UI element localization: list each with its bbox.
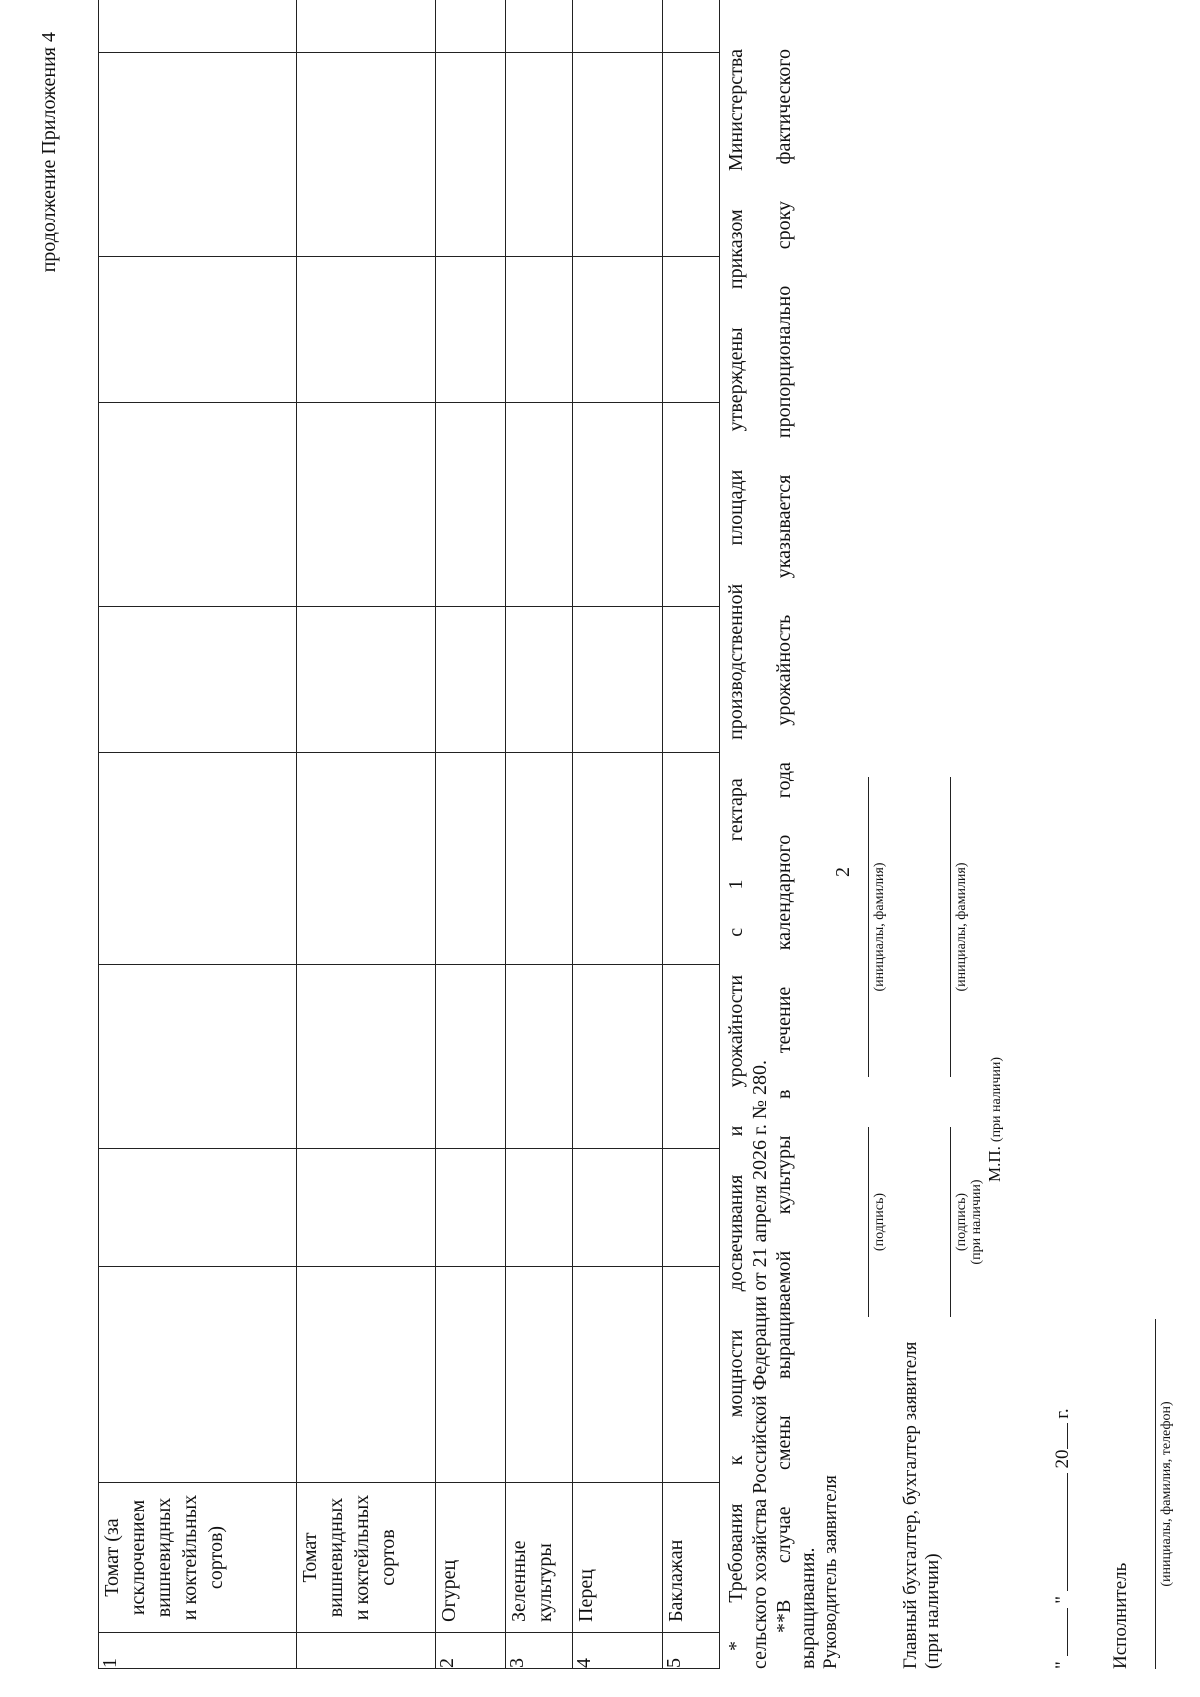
- empty-data-cell[interactable]: [662, 753, 719, 965]
- empty-data-cell[interactable]: [435, 607, 505, 753]
- empty-data-cell[interactable]: [99, 1149, 297, 1267]
- head-initials-line: [868, 777, 869, 1077]
- empty-data-cell[interactable]: [99, 403, 297, 607]
- chief-accountant-label-line-1: Главный бухгалтер, бухгалтер заявителя: [900, 1341, 921, 1669]
- executor-label: Исполнитель: [1110, 1562, 1131, 1669]
- date-quote-close: ": [1052, 1595, 1073, 1604]
- crop-name-line: Перец: [575, 1569, 598, 1622]
- empty-data-cell[interactable]: [662, 257, 719, 403]
- empty-data-cell[interactable]: [573, 1149, 662, 1267]
- date-month-blank: [1053, 1473, 1068, 1591]
- empty-data-cell[interactable]: [505, 753, 573, 965]
- stamp-area: [985, 1057, 1005, 1182]
- table-row: [662, 0, 719, 1669]
- row-number: 4: [573, 1633, 662, 1669]
- empty-data-cell[interactable]: [99, 53, 297, 257]
- date-year-blank: [1053, 1423, 1068, 1449]
- table-row: [505, 0, 573, 1669]
- empty-data-cell[interactable]: [662, 1267, 719, 1483]
- empty-data-cell[interactable]: [662, 0, 719, 53]
- footnote-2-line-2: выращивания.: [797, 1547, 819, 1669]
- empty-data-cell[interactable]: [296, 753, 435, 965]
- crop-name-cell: [573, 1483, 662, 1633]
- empty-data-cell[interactable]: [573, 965, 662, 1149]
- chief-accountant-label: [900, 1342, 944, 1669]
- footnote-1-line-2: сельского хозяйства Российской Федерации от 21 апреля 2026 г. № 280.: [749, 1060, 771, 1669]
- stamp-note: (при наличии): [989, 1056, 1004, 1143]
- head-signature-caption: (подпись): [872, 1192, 887, 1252]
- executor-caption: (инициалы, фамилия, телефон): [1159, 1401, 1174, 1587]
- crop-name-line: сортов: [376, 1529, 399, 1586]
- crop-name-cell: [296, 1483, 435, 1633]
- empty-data-cell[interactable]: [435, 753, 505, 965]
- crop-name-line: Баклажан: [664, 1539, 687, 1622]
- table-row: [573, 0, 662, 1669]
- empty-data-cell[interactable]: [573, 53, 662, 257]
- crop-name-line: и коктейльных: [350, 1494, 373, 1621]
- executor-line: [1155, 1319, 1156, 1669]
- empty-data-cell[interactable]: [573, 607, 662, 753]
- footnotes: [724, 49, 820, 1669]
- empty-data-cell[interactable]: [573, 753, 662, 965]
- empty-data-cell[interactable]: [296, 607, 435, 753]
- date-year-suffix: г.: [1052, 1408, 1073, 1419]
- row-number: 2: [435, 1633, 505, 1669]
- accountant-initials-line: [950, 777, 951, 1077]
- row-number: [296, 1633, 435, 1669]
- row-number: 5: [662, 1633, 719, 1669]
- crop-name-line: Томат: [298, 1532, 321, 1583]
- page-number: 2: [832, 867, 854, 877]
- empty-data-cell[interactable]: [296, 1149, 435, 1267]
- empty-data-cell[interactable]: [505, 1267, 573, 1483]
- empty-data-cell[interactable]: [573, 403, 662, 607]
- table-row: [435, 0, 505, 1669]
- empty-data-cell[interactable]: [296, 1267, 435, 1483]
- empty-data-cell[interactable]: [99, 753, 297, 965]
- empty-data-cell[interactable]: [435, 965, 505, 1149]
- empty-data-cell[interactable]: [296, 965, 435, 1149]
- empty-data-cell[interactable]: [573, 1267, 662, 1483]
- empty-data-cell[interactable]: [99, 965, 297, 1149]
- table-row: [99, 0, 297, 1669]
- crop-name-cell: [435, 1483, 505, 1633]
- empty-data-cell[interactable]: [99, 257, 297, 403]
- row-number: 3: [505, 1633, 573, 1669]
- empty-data-cell[interactable]: [573, 257, 662, 403]
- table-row: [296, 0, 435, 1669]
- empty-data-cell[interactable]: [505, 1149, 573, 1267]
- crop-name-line: Огурец: [437, 1559, 460, 1622]
- footnote-1-line-1: * Требования к мощности досвечивания и урожайности с 1 гектара производственной площади утверждены приказом Министерства: [725, 49, 747, 1651]
- crop-name-cell: [662, 1483, 719, 1633]
- continuation-label: продолжение Приложения 4: [38, 32, 60, 273]
- head-initials-caption: (инициалы, фамилия): [872, 862, 887, 992]
- empty-data-cell[interactable]: [662, 403, 719, 607]
- empty-data-cell[interactable]: [435, 1149, 505, 1267]
- head-signature-line: [868, 1127, 869, 1317]
- crop-name-line: Томат (за: [101, 1518, 123, 1597]
- empty-data-cell[interactable]: [435, 403, 505, 607]
- empty-data-cell[interactable]: [662, 1149, 719, 1267]
- stamp-label: М.П.: [985, 1146, 1004, 1182]
- crop-name-cell: [505, 1483, 573, 1633]
- date-line: [1052, 1408, 1074, 1669]
- empty-data-cell[interactable]: [435, 53, 505, 257]
- empty-data-cell[interactable]: [99, 1267, 297, 1483]
- empty-data-cell[interactable]: [662, 965, 719, 1149]
- crop-name-line: вишневидных: [153, 1497, 175, 1618]
- head-of-applicant-label: Руководитель заявителя: [820, 1475, 841, 1669]
- date-year-prefix: 20: [1052, 1449, 1073, 1469]
- crop-name-line: культуры: [533, 1543, 556, 1622]
- empty-data-cell[interactable]: [296, 403, 435, 607]
- empty-data-cell[interactable]: [505, 403, 573, 607]
- accountant-signature-line: [950, 1127, 951, 1317]
- empty-data-cell[interactable]: [505, 53, 573, 257]
- empty-data-cell[interactable]: [296, 0, 435, 53]
- empty-data-cell[interactable]: [296, 257, 435, 403]
- empty-data-cell[interactable]: [505, 257, 573, 403]
- row-number: 1: [99, 1633, 297, 1669]
- crop-name-line: исключением: [127, 1499, 149, 1616]
- empty-data-cell[interactable]: [435, 0, 505, 53]
- empty-data-cell[interactable]: [99, 607, 297, 753]
- crop-name-cell: [99, 1483, 297, 1633]
- empty-data-cell[interactable]: [505, 0, 573, 53]
- empty-data-cell[interactable]: [296, 53, 435, 257]
- crop-name-line: сортов): [205, 1525, 227, 1590]
- crop-name-line: вишневидных: [324, 1497, 347, 1618]
- empty-data-cell[interactable]: [99, 0, 297, 53]
- accountant-initials-caption: (инициалы, фамилия): [954, 862, 969, 992]
- accountant-signature-caption: [954, 1127, 984, 1317]
- accountant-signature-caption-line-1: (подпись): [954, 1192, 969, 1252]
- empty-data-cell[interactable]: [573, 0, 662, 53]
- crop-table: [98, 0, 720, 1669]
- crop-name-line: и коктейльных: [179, 1494, 201, 1621]
- empty-data-cell[interactable]: [662, 607, 719, 753]
- crop-name-line: Зеленные: [507, 1540, 530, 1622]
- empty-data-cell[interactable]: [505, 607, 573, 753]
- date-day-blank: [1053, 1608, 1068, 1656]
- empty-data-cell[interactable]: [662, 53, 719, 257]
- empty-data-cell[interactable]: [435, 1267, 505, 1483]
- empty-data-cell[interactable]: [505, 965, 573, 1149]
- empty-data-cell[interactable]: [435, 257, 505, 403]
- date-quote-open: ": [1052, 1661, 1073, 1669]
- accountant-signature-caption-line-2: (при наличии): [969, 1179, 984, 1265]
- footnote-2-line-1: **В случае смены выращиваемой культуры в течение календарного года урожайность указывается пропорционально сроку фактического: [773, 49, 795, 1633]
- chief-accountant-label-line-2: (при наличии): [922, 1553, 943, 1669]
